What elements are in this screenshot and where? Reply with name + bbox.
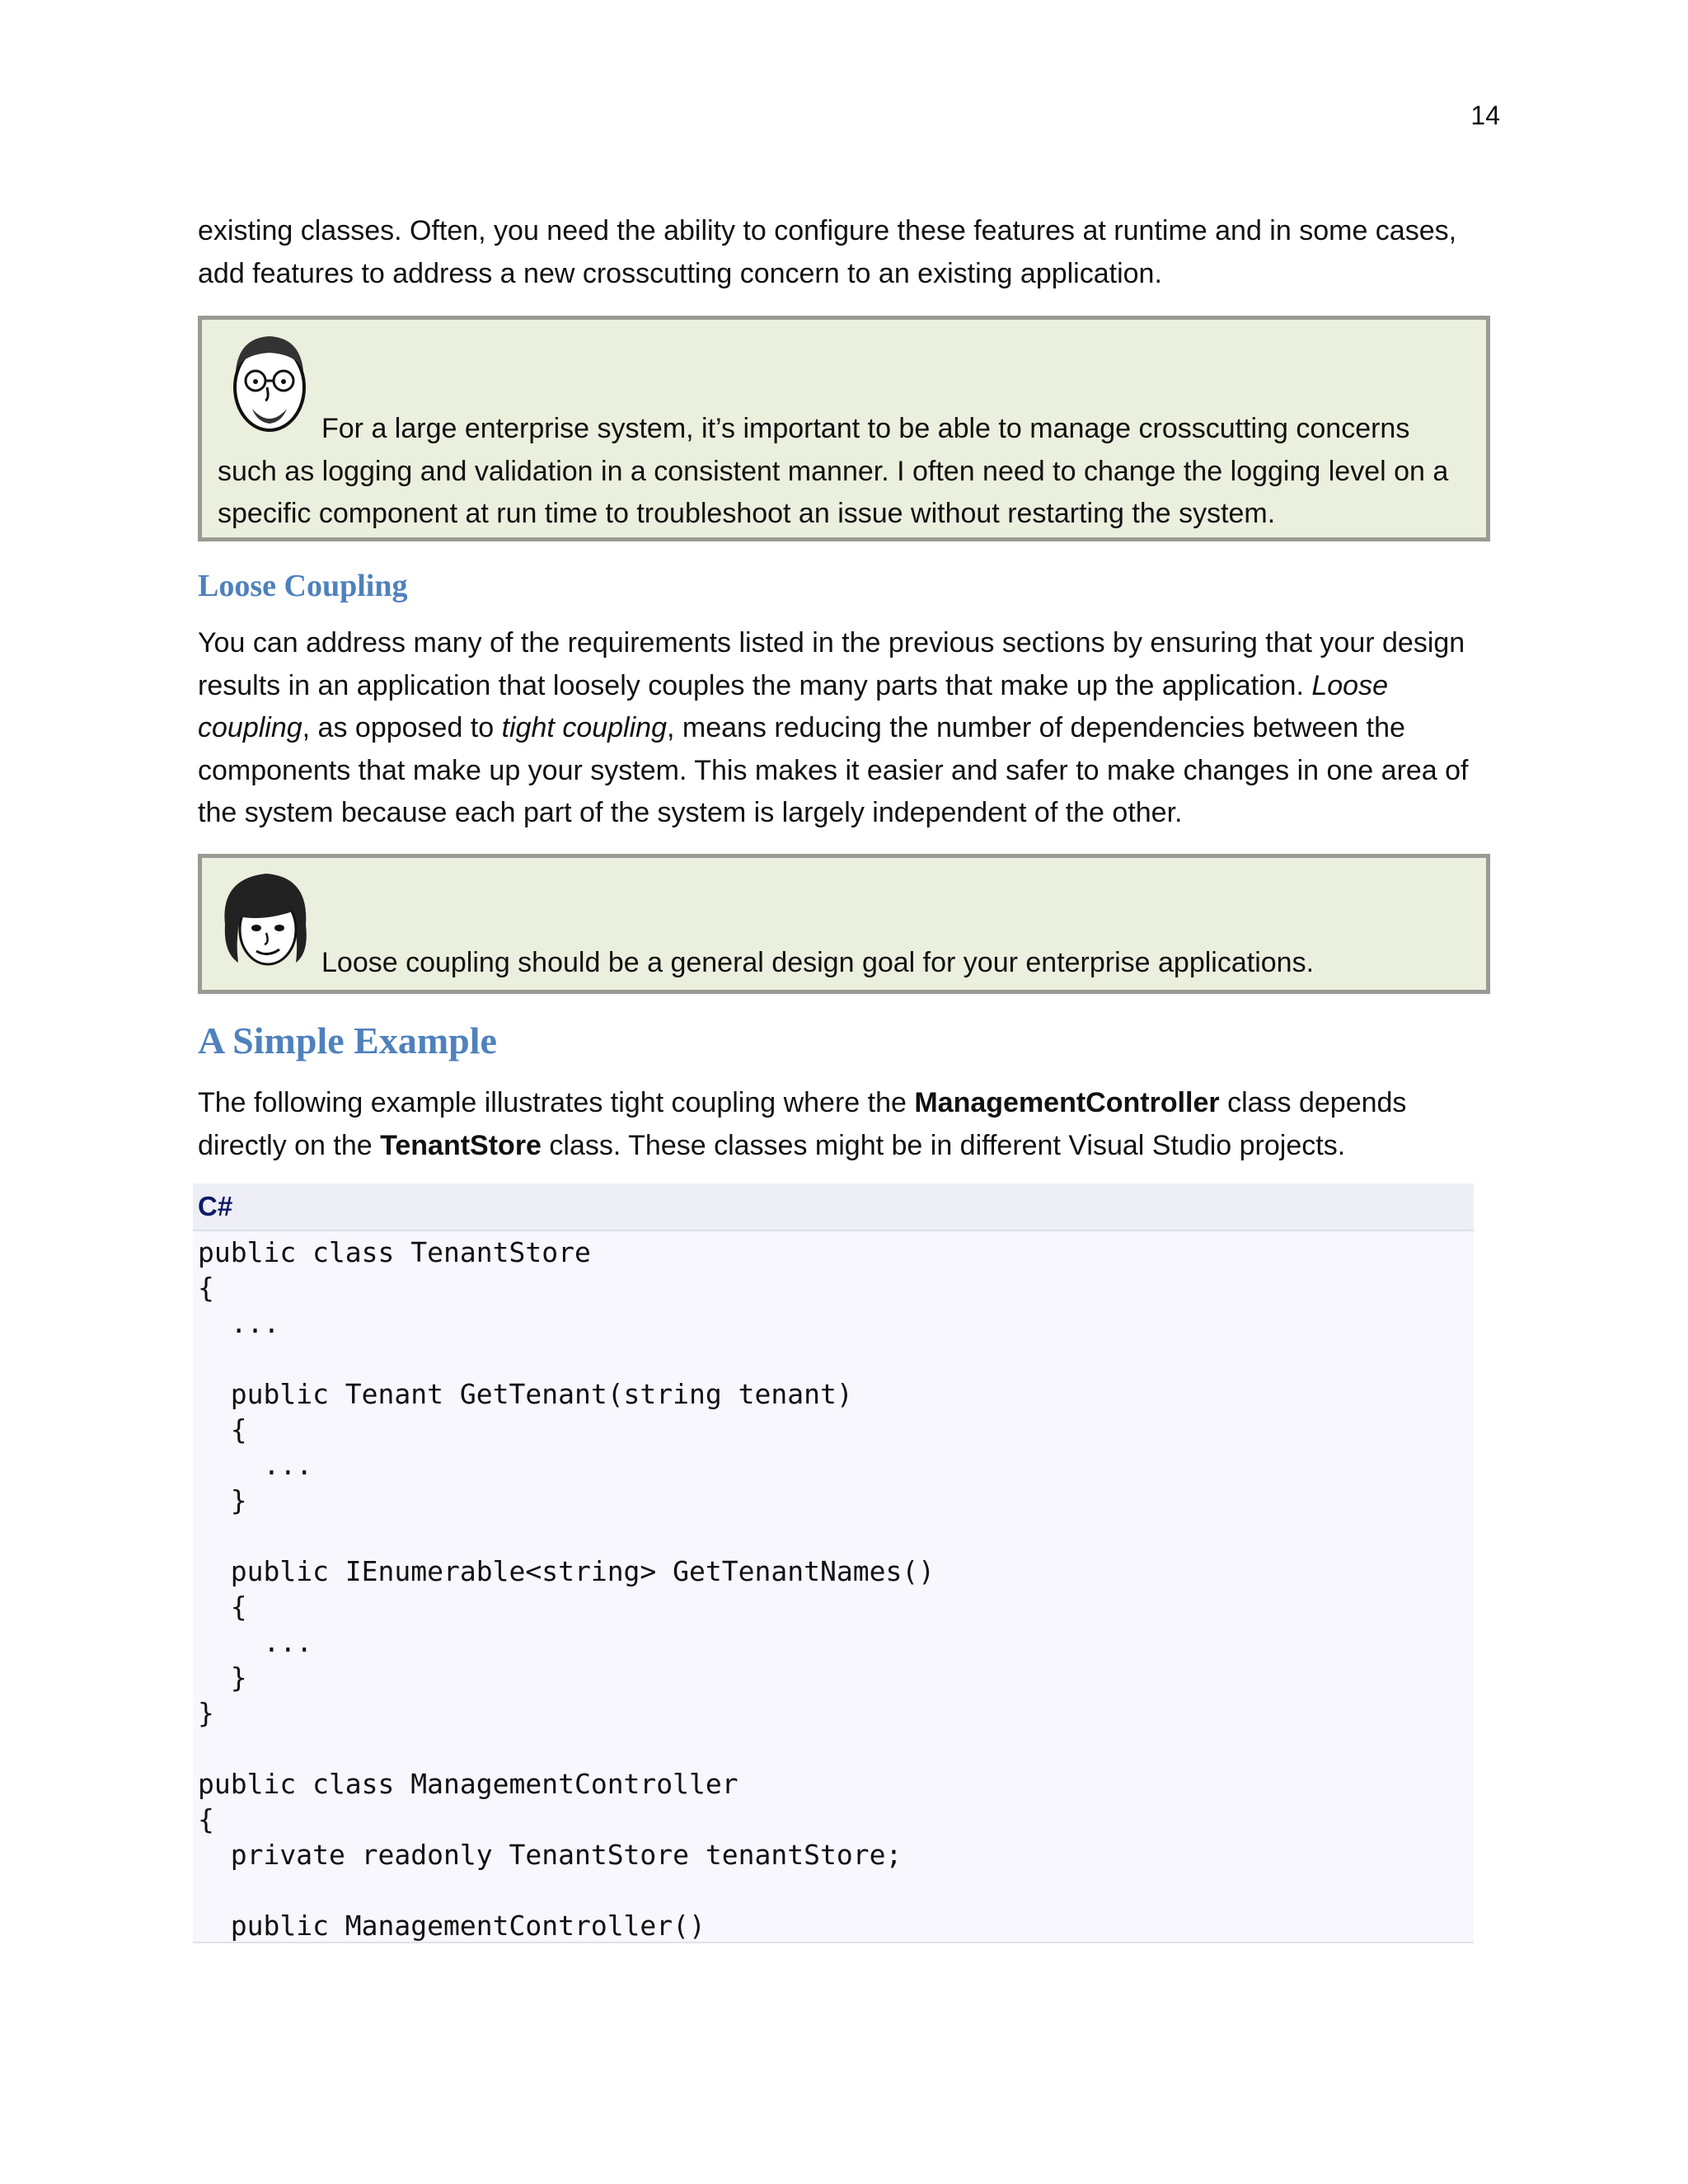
code-language-bar [193,1183,1474,1231]
page-number: 14 [1470,101,1500,130]
code-line: public class TenantStore [198,1236,591,1268]
code-block [193,1183,1474,1943]
code-line: { [198,1803,214,1835]
example-paragraph [198,1082,1500,1167]
code-line: ... [198,1307,280,1339]
code-line: } [198,1697,214,1729]
code-line [198,1518,935,1554]
code-line: { [198,1413,247,1446]
code-lines [198,1235,935,1943]
paragraph-text: , means reducing the number of dependencies between the components that make up your system. This makes it easier and safer to make changes in one area of the system because each part of the system is largely independent of the other. [198,712,1469,828]
heading-loose-coupling: Loose Coupling [198,569,408,603]
callout-architect [198,854,1490,994]
code-language-label: C# [198,1191,233,1221]
code-line: public IEnumerable<string> GetTenantNames() [198,1555,935,1587]
code-line: } [198,1661,247,1694]
paragraph-text: You can address many of the requirements listed in the previous sections by ensuring that your design results in an application that loosely couples the many parts that make up the application. [198,627,1465,701]
paragraph-text: , as opposed to [302,712,502,743]
code-line: public Tenant GetTenant(string tenant) [198,1378,853,1410]
callout-text-rest: as logging and validation in a consistent manner. I often need to change the logging level on a specific component at run time to troubleshoot an issue without restarting the system. [218,455,1449,529]
paragraph-text: class. These classes might be in different Visual Studio projects. [541,1129,1346,1161]
code-line: public ManagementController() [198,1910,706,1942]
term-tight-coupling: tight coupling [501,712,667,743]
code-line [198,1731,935,1766]
callout-text-first: For a large enterprise system, it’s important to be able to manage crosscutting concerns such [218,413,1410,487]
code-line: ... [198,1626,313,1658]
code-line: ... [198,1449,313,1481]
class-name-tenant-store: TenantStore [380,1129,542,1161]
heading-simple-example: A Simple Example [198,1019,497,1062]
paragraph-text: The following example illustrates tight coupling where the [198,1087,915,1118]
code-line: { [198,1591,247,1623]
intro-paragraph: existing classes. Often, you need the ability to configure these features at runtime and in some cases, add features to address a new crosscutting concern to an existing application. [198,215,1457,289]
callout-sysadmin [198,316,1490,541]
term-loose-coupling: Loose coupling [198,669,1388,743]
callout-text-line: Loose coupling should be a general design goal for your enterprise applications. [321,947,1315,978]
code-line: { [198,1272,214,1304]
code-line [198,1872,935,1908]
callout-text [218,942,1470,985]
class-name-management-controller: ManagementController [914,1087,1220,1118]
paragraph-text: class depends directly on the [198,1087,1407,1161]
code-line: } [198,1484,247,1516]
callout-text [218,408,1470,536]
code-line: private readonly TenantStore tenantStore; [198,1839,903,1871]
code-line: public class ManagementController [198,1768,738,1800]
code-line [198,1341,935,1376]
loose-coupling-paragraph [198,622,1500,835]
